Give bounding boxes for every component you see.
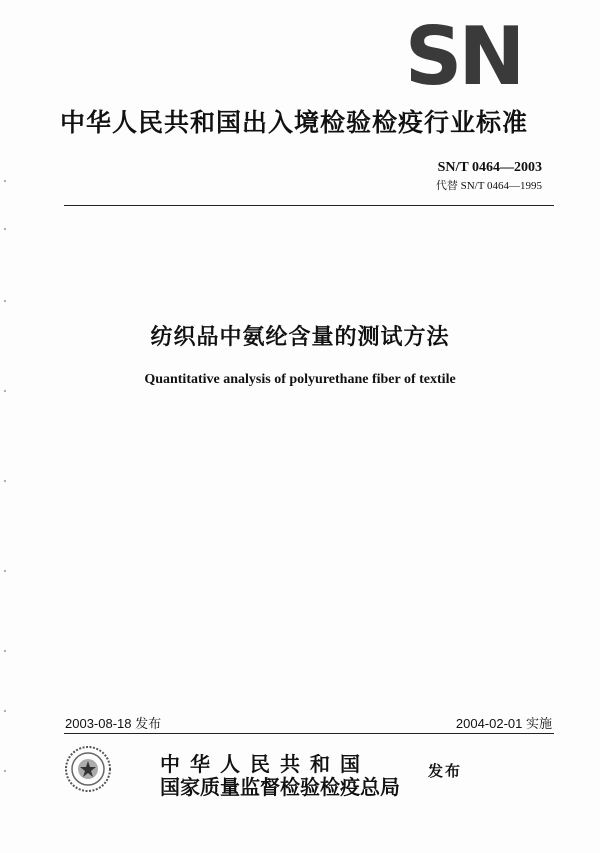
sn-logo	[398, 18, 528, 92]
document-title-en: Quantitative analysis of polyurethane fiber of textile	[144, 372, 456, 387]
standard-number: SN/T 0464—2003	[437, 160, 542, 175]
publish-label: 发布	[428, 762, 463, 780]
top-divider	[64, 205, 554, 206]
sn-logo-text: SN	[404, 18, 522, 92]
bottom-divider	[64, 733, 554, 734]
publisher-agency: 国家质量监督检验检疫总局	[160, 775, 400, 799]
effective-date: 2004-02-01 实施	[455, 716, 552, 731]
sn-logo-graphic	[398, 18, 528, 92]
scan-margin-dots	[4, 180, 8, 780]
issue-date: 2003-08-18 发布	[65, 716, 162, 731]
industry-standard-title: 中华人民共和国出入境检验检疫行业标准	[60, 108, 529, 137]
document-title-cn: 纺织品中氨纶含量的测试方法	[150, 325, 450, 350]
publisher-country: 中华人民共和国	[160, 752, 370, 776]
replaces-standard: 代替 SN/T 0464—1995	[435, 180, 542, 192]
emblem-icon	[64, 745, 112, 793]
